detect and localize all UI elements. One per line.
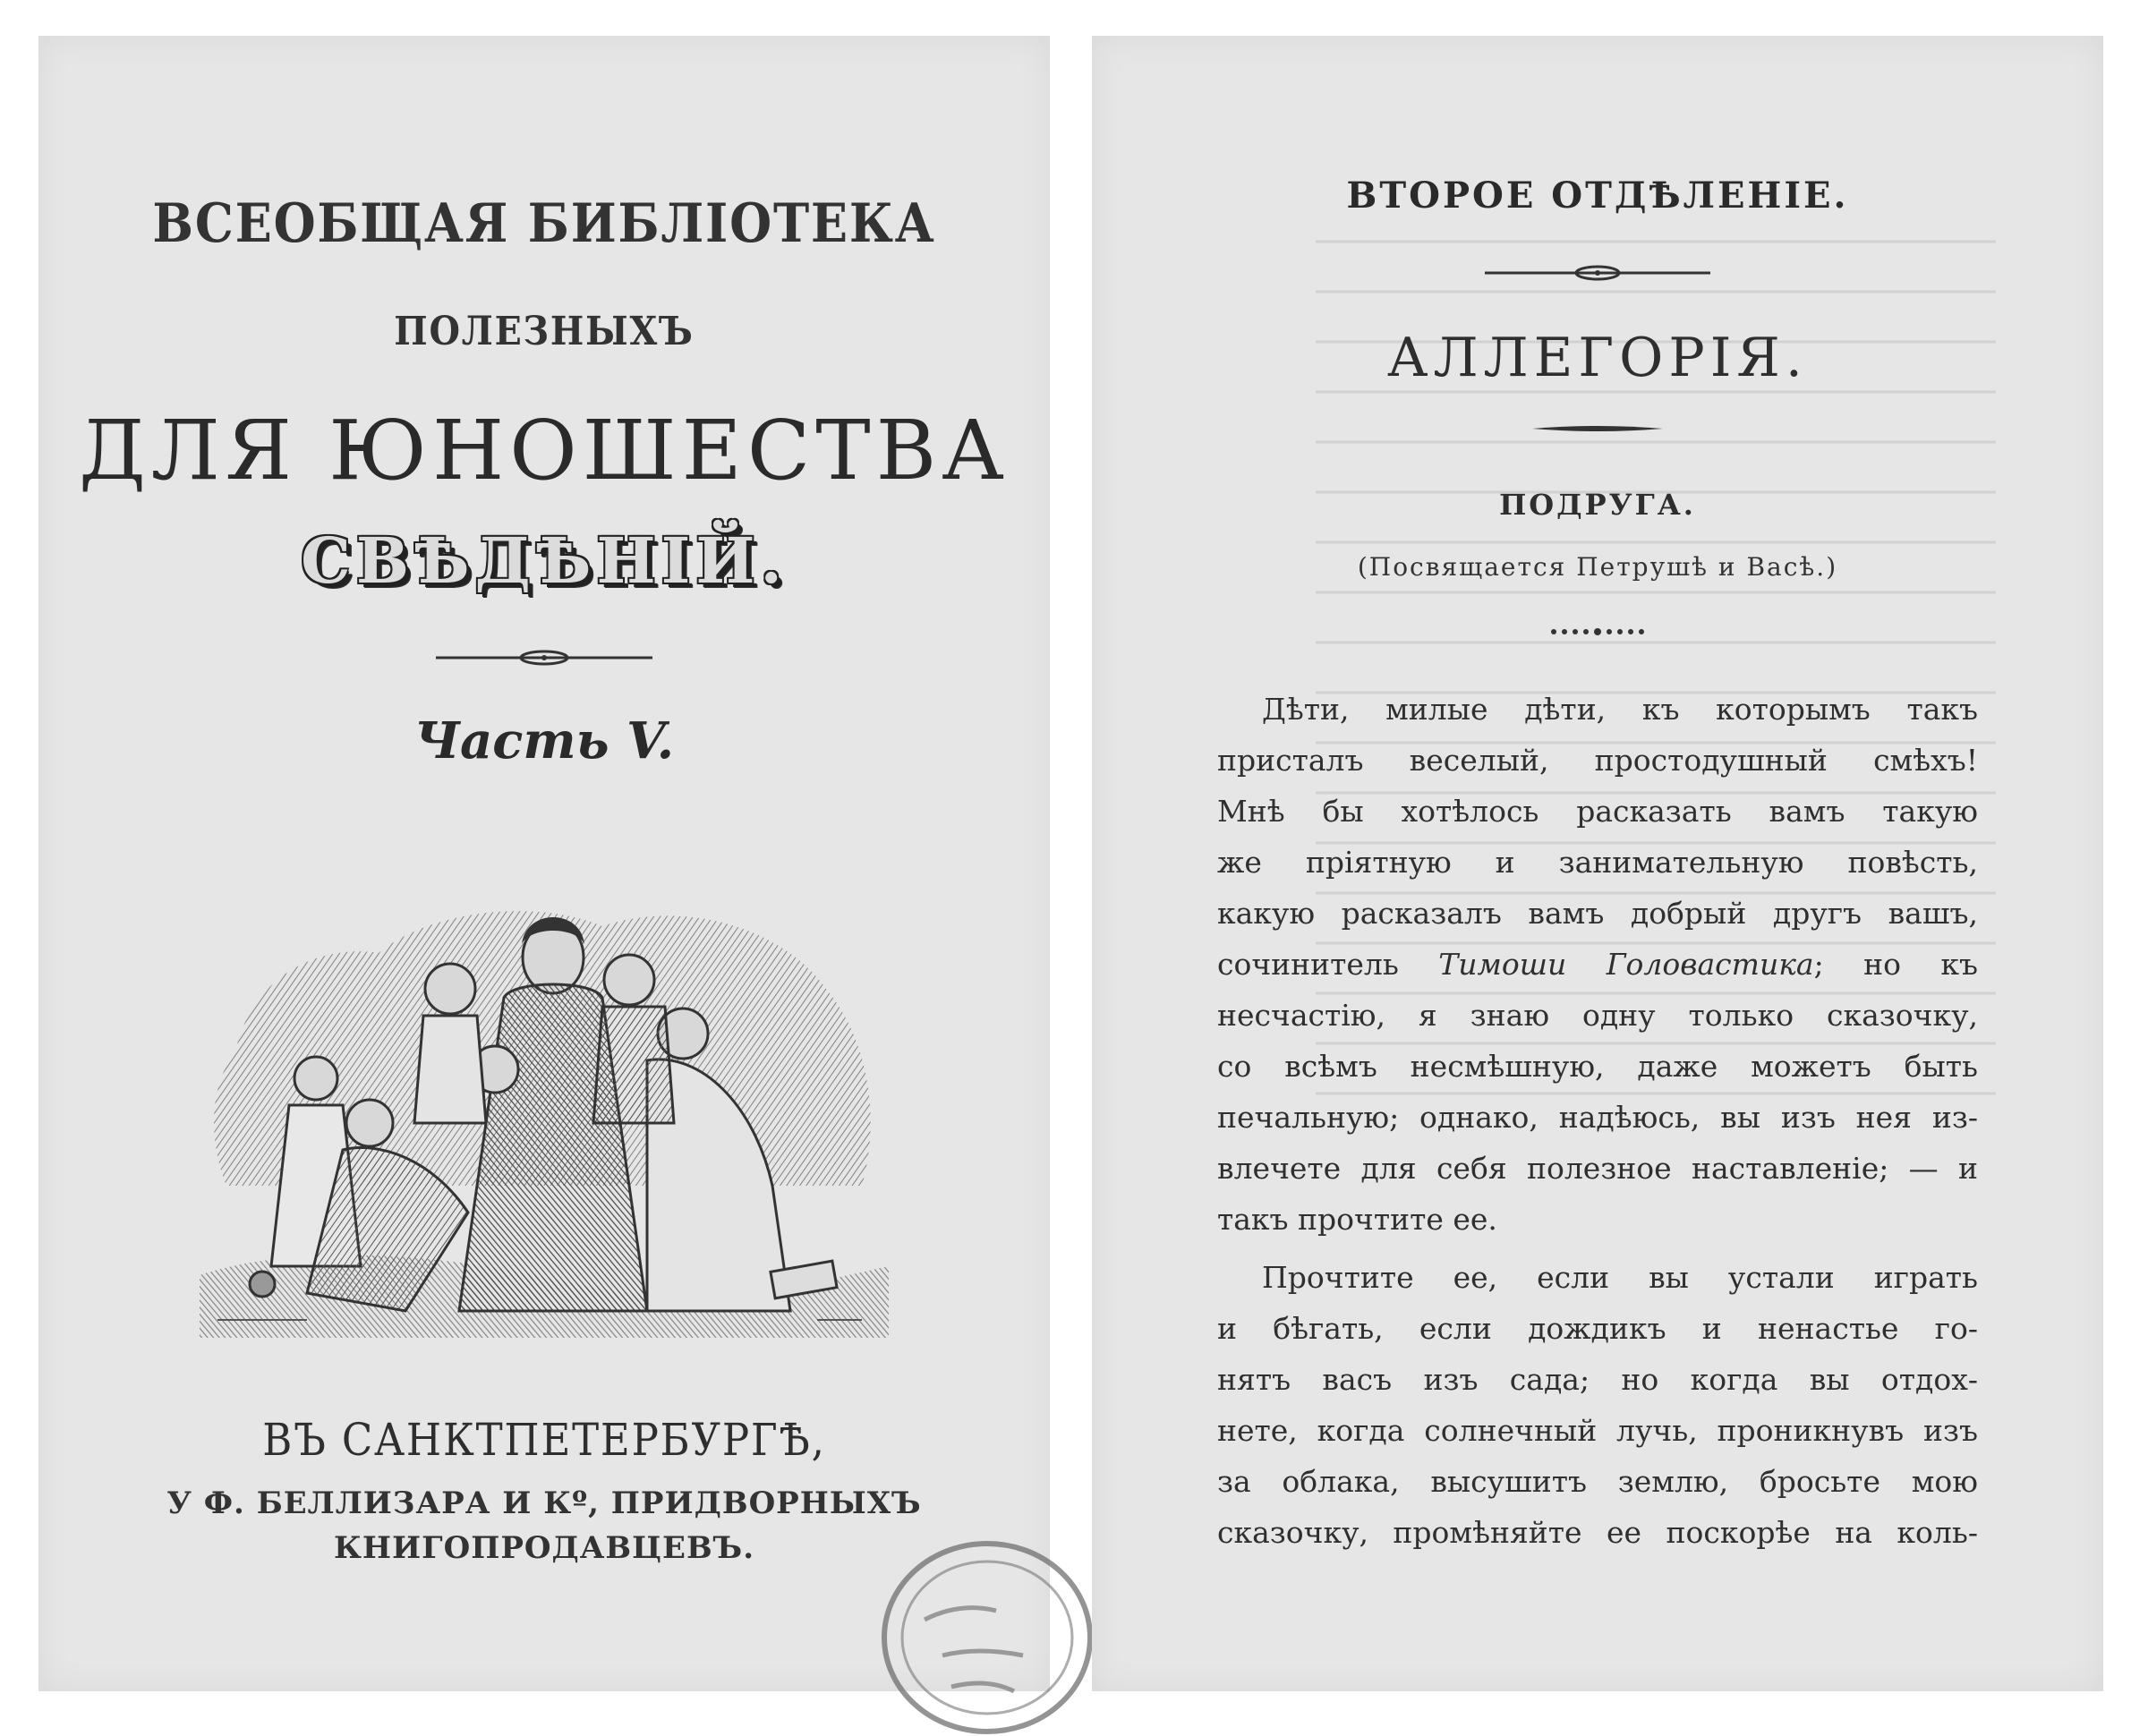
series-title: ВСЕОБЩАЯ БИБЛІОТЕКА	[152, 192, 936, 255]
ornament-divider	[432, 647, 656, 668]
publisher-line: У Ф. БЕЛЛИЗАРА И Кº, ПРИДВОРНЫХЪ	[166, 1485, 922, 1521]
text-fragment: ; но къ	[1813, 947, 1978, 982]
text-line: Прочтите ее, если вы устали играть	[1262, 1260, 1978, 1295]
text-line: Дѣти, милые дѣти, къ которымъ такъ	[1262, 692, 1978, 727]
allegory-heading: АЛЛЕГОРІЯ.	[1387, 327, 1808, 389]
text-line: же пріятную и занимательную повѣсть,	[1217, 845, 1978, 880]
text-line: и бѣгать, если дождикъ и ненастье го-	[1217, 1311, 1978, 1346]
text-line: такъ прочтите ее.	[1217, 1202, 1497, 1237]
text-fragment: сочинитель	[1217, 947, 1439, 982]
useful-word: ПОЛЕЗНЫХЪ	[394, 309, 695, 354]
city-line: ВЪ САНКТПЕТЕРБУРГѢ,	[262, 1414, 826, 1466]
text-line: нете, когда солнечный лучь, проникнувъ изъ	[1217, 1413, 1978, 1448]
text-line: нятъ васъ изъ сада; но когда вы отдох-	[1217, 1362, 1978, 1397]
information-title: СВѢДѢНІЙ.	[301, 523, 788, 598]
dotted-ornament	[1548, 626, 1647, 637]
text-line: со всѣмъ несмѣшную, даже можетъ быть	[1217, 1049, 1978, 1084]
dedication: (Посвящается Петрушѣ и Васѣ.)	[1357, 552, 1838, 582]
text-line: присталъ веселый, простодушный смѣхъ!	[1217, 743, 1978, 778]
text-line: за облака, высушитъ землю, бросьте мою	[1217, 1464, 1978, 1499]
text-line: несчастію, я знаю одну только сказочку,	[1217, 998, 1978, 1033]
library-stamp-icon	[862, 1521, 1095, 1736]
story-text	[1217, 684, 1978, 1558]
text-line: сказочку, промѣняйте ее поскорѣе на коль-	[1217, 1515, 1978, 1550]
engraving-illustration	[200, 890, 889, 1338]
part-number: Часть V.	[413, 711, 675, 770]
story-title: ПОДРУГА.	[1499, 488, 1696, 522]
title-page	[38, 36, 1050, 1691]
section-heading: ВТОРОЕ ОТДѢЛЕНІЕ.	[1346, 174, 1849, 217]
text-page	[1092, 36, 2103, 1691]
text-line: печальную; однако, надѣюсь, вы изъ нея из-	[1217, 1100, 1978, 1135]
italic-title: Тимоши Головастика	[1438, 947, 1814, 982]
text-line	[1217, 939, 1978, 990]
short-rule	[1530, 423, 1665, 434]
for-youth-title: ДЛЯ ЮНОШЕСТВА	[79, 403, 1010, 498]
text-line: влечете для себя полезное наставленіе; — и	[1217, 1151, 1978, 1186]
booksellers-line: КНИГОПРОДАВЦЕВЪ.	[333, 1530, 755, 1566]
text-line: какую расказалъ вамъ добрый другъ вашъ,	[1217, 896, 1978, 931]
ornament-divider	[1481, 262, 1714, 284]
text-line: Мнѣ бы хотѣлось расказать вамъ такую	[1217, 794, 1978, 829]
